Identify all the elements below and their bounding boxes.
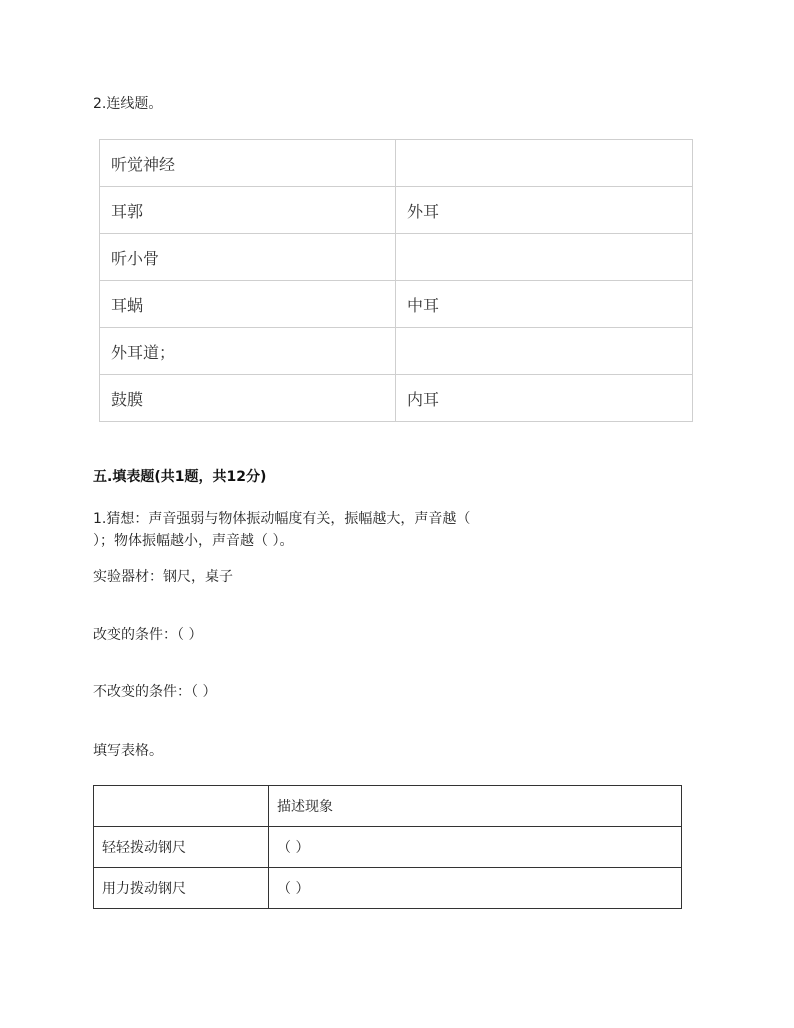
- match-left-cell: 听小骨: [100, 234, 396, 281]
- table-row: [100, 328, 693, 375]
- table-header-row: [94, 786, 682, 827]
- matching-table: [99, 139, 693, 422]
- question-1-line-2: ）；物体振幅越小，声音越（ ）。: [93, 533, 294, 549]
- row-answer-cell[interactable]: （ ）: [269, 868, 682, 909]
- fill-table-prompt: 填写表格。: [93, 743, 163, 759]
- table-row: [100, 187, 693, 234]
- table-row: [100, 234, 693, 281]
- observation-table: [93, 785, 682, 909]
- match-left-cell: 听觉神经: [100, 140, 396, 187]
- match-left-cell: 鼓膜: [100, 375, 396, 422]
- match-right-cell: [396, 140, 693, 187]
- table-row: [100, 281, 693, 328]
- match-right-cell: 内耳: [396, 375, 693, 422]
- match-right-cell: [396, 234, 693, 281]
- match-left-cell: 外耳道；: [100, 328, 396, 375]
- question-2-title: 2.连线题。: [93, 96, 163, 112]
- table-row: [94, 868, 682, 909]
- section-5-title: 五.填表题(共1题，共12分): [93, 469, 267, 485]
- match-right-cell: 外耳: [396, 187, 693, 234]
- match-left-cell: 耳蜗: [100, 281, 396, 328]
- table-row: [100, 140, 693, 187]
- row-label-cell: 用力拨动钢尺: [94, 868, 269, 909]
- header-empty-cell: [94, 786, 269, 827]
- row-label-cell: 轻轻拨动钢尺: [94, 827, 269, 868]
- unchanged-condition: 不改变的条件：（ ）: [93, 684, 217, 700]
- experiment-materials: 实验器材：钢尺，桌子: [93, 569, 233, 585]
- changed-condition: 改变的条件：（ ）: [93, 627, 203, 643]
- table-row: [94, 827, 682, 868]
- match-right-cell: 中耳: [396, 281, 693, 328]
- match-left-cell: 耳郭: [100, 187, 396, 234]
- question-1-line-1: 1.猜想：声音强弱与物体振动幅度有关，振幅越大，声音越（: [93, 511, 471, 527]
- table-row: [100, 375, 693, 422]
- match-right-cell: [396, 328, 693, 375]
- row-answer-cell[interactable]: （ ）: [269, 827, 682, 868]
- header-description-cell: 描述现象: [269, 786, 682, 827]
